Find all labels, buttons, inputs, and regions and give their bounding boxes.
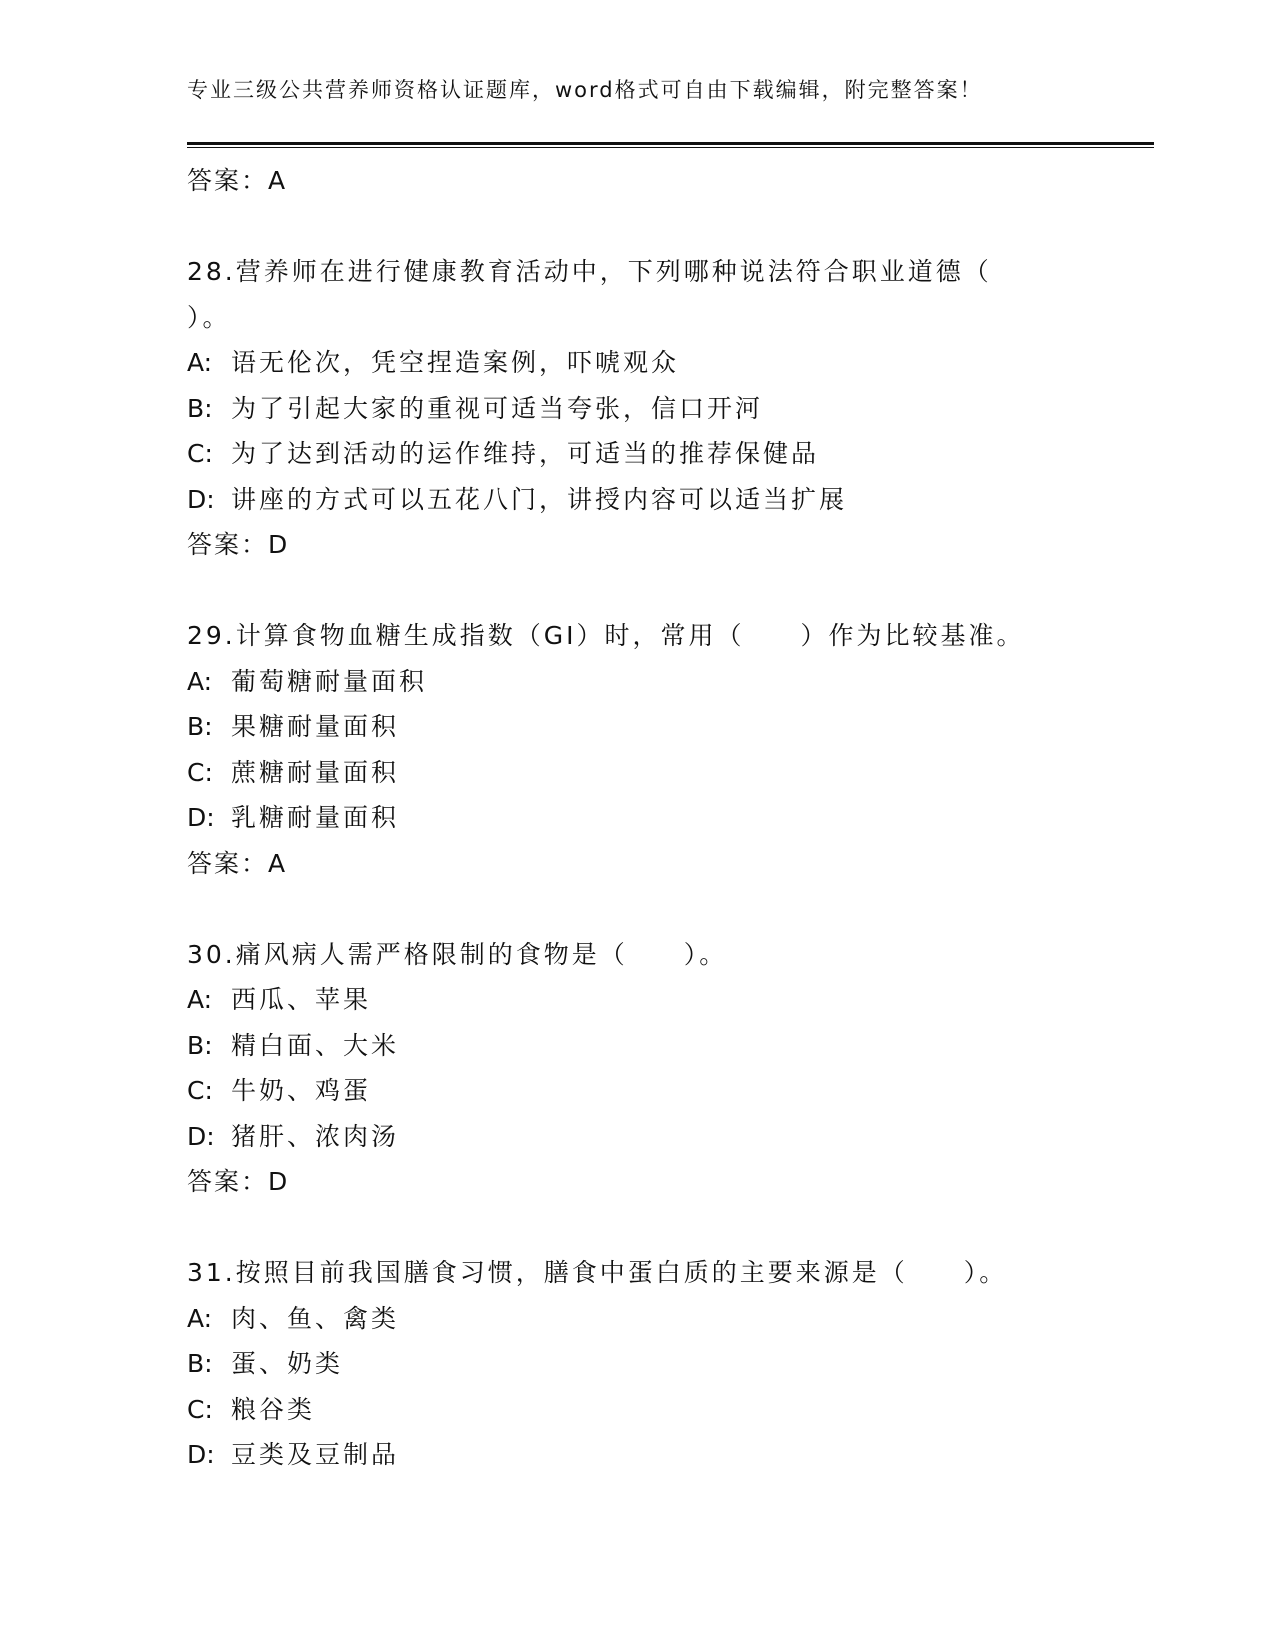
option-letter: C: (187, 1394, 213, 1424)
option-text: 粮谷类 (231, 1394, 316, 1424)
option-text: 猪肝、浓肉汤 (231, 1121, 400, 1151)
question-stem: 31.按照目前我国膳食习惯，膳食中蛋白质的主要来源是（ ）。 (187, 1258, 1008, 1287)
option-b (187, 386, 1154, 432)
option-c (187, 1068, 1154, 1114)
spacer (187, 204, 1154, 250)
option-letter: A: (187, 1303, 213, 1333)
option-text: 葡萄糖耐量面积 (231, 666, 428, 696)
document-body (187, 158, 1154, 1478)
header-divider (187, 142, 1154, 148)
option-text: 为了达到活动的运作维持，可适当的推荐保健品 (231, 439, 820, 468)
option-letter: A: (187, 348, 213, 377)
spacer (187, 886, 1154, 932)
option-letter: D: (187, 803, 215, 832)
question-block (187, 932, 1154, 1205)
option-d (187, 795, 1154, 841)
option-letter: A: (187, 666, 213, 696)
option-c (187, 750, 1154, 796)
option-d (187, 1114, 1154, 1160)
option-letter: B: (187, 712, 213, 741)
option-a (187, 977, 1154, 1023)
option-letter: B: (187, 393, 213, 423)
option-letter: C: (187, 1076, 213, 1105)
option-letter: D: (187, 1121, 215, 1151)
option-text: 豆类及豆制品 (231, 1440, 400, 1469)
question-block (187, 249, 1154, 568)
option-text: 果糖耐量面积 (231, 712, 400, 741)
option-letter: D: (187, 484, 215, 514)
option-text: 蔗糖耐量面积 (231, 757, 400, 787)
option-a (187, 659, 1154, 705)
option-letter: B: (187, 1030, 213, 1060)
option-b (187, 1023, 1154, 1069)
question-stem-continuation: ）。 (187, 302, 231, 332)
answer-line: 答案：D (187, 530, 290, 559)
option-text: 为了引起大家的重视可适当夸张，信口开河 (231, 393, 764, 423)
question-stem: 29.计算食物血糖生成指数（GI）时，常用（ ）作为比较基准。 (187, 621, 1025, 650)
option-text: 牛奶、鸡蛋 (231, 1076, 372, 1105)
option-a (187, 340, 1154, 386)
page-header: 专业三级公共营养师资格认证题库，word格式可自由下载编辑，附完整答案！ (187, 78, 983, 102)
option-letter: C: (187, 439, 213, 468)
option-b (187, 1341, 1154, 1387)
option-letter: D: (187, 1440, 215, 1469)
option-text: 乳糖耐量面积 (231, 803, 400, 832)
option-letter: C: (187, 757, 213, 787)
option-d (187, 1432, 1154, 1478)
question-block (187, 1250, 1154, 1478)
option-a (187, 1296, 1154, 1342)
option-c (187, 1387, 1154, 1433)
answer-line: 答案：D (187, 1167, 290, 1196)
option-d (187, 477, 1154, 523)
option-text: 西瓜、苹果 (231, 985, 372, 1014)
option-text: 肉、鱼、禽类 (231, 1303, 400, 1333)
option-c (187, 431, 1154, 477)
answer-line: 答案：A (187, 166, 288, 195)
option-b (187, 704, 1154, 750)
option-text: 语无伦次，凭空捏造案例，吓唬观众 (231, 348, 680, 377)
option-text: 精白面、大米 (231, 1030, 400, 1060)
question-stem: 30.痛风病人需严格限制的食物是（ ）。 (187, 939, 728, 969)
spacer (187, 568, 1154, 614)
question-stem: 28.营养师在进行健康教育活动中，下列哪种说法符合职业道德（ (187, 257, 992, 286)
answer-line: 答案：A (187, 848, 288, 878)
option-text: 蛋、奶类 (231, 1349, 344, 1378)
option-text: 讲座的方式可以五花八门，讲授内容可以适当扩展 (231, 484, 848, 514)
option-letter: B: (187, 1349, 213, 1378)
question-block (187, 613, 1154, 886)
spacer (187, 1205, 1154, 1251)
option-letter: A: (187, 985, 213, 1014)
